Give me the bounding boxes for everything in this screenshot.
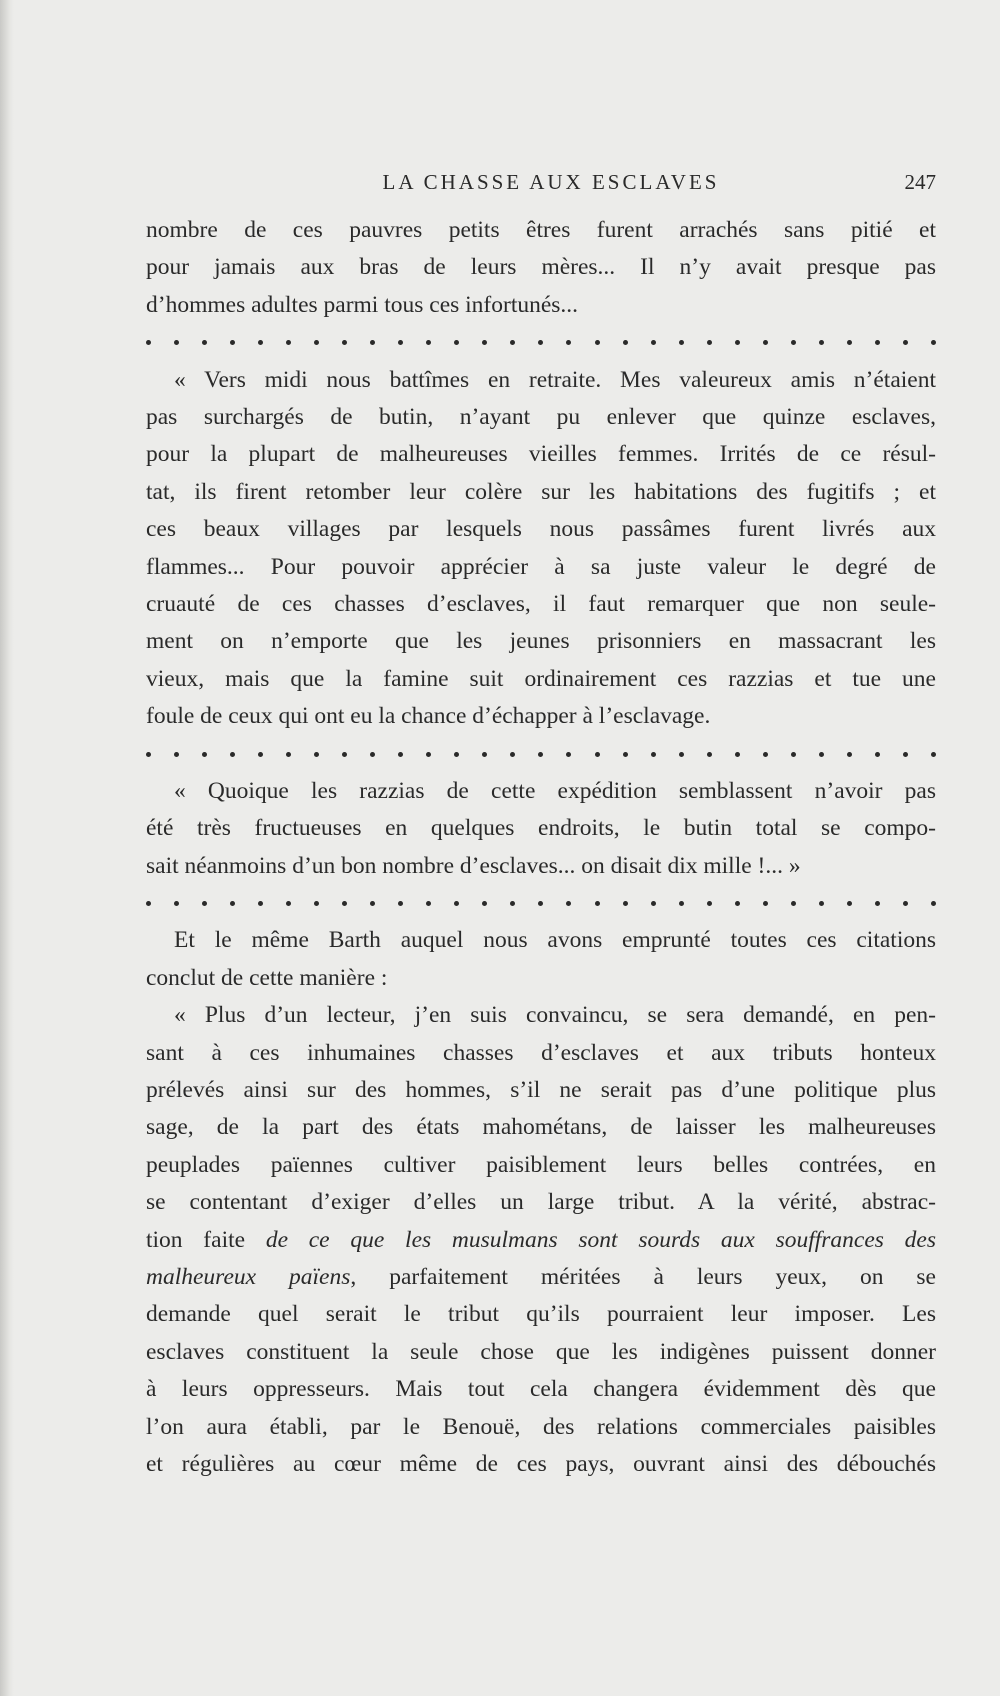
text-line: et régulières au cœur même de ces pays, ouvrant ainsi des débouchés	[146, 1450, 936, 1477]
text-line: « Plus d’un lecteur, j’en suis convaincu, se sera demandé, en pen-	[174, 1002, 936, 1029]
ellipsis-separator	[146, 324, 936, 361]
page-number: 247	[904, 170, 936, 194]
text-line: été très fructueuses en quelques endroits, le butin total se compo-	[146, 815, 936, 842]
text-line: esclaves constituent la seule chose que les indigènes puissent donner	[146, 1338, 936, 1365]
text-line: tat, ils firent retomber leur colère sur les habitations des fugitifs ; et	[146, 478, 936, 505]
text-line: prélevés ainsi sur des hommes, s’il ne serait pas d’une politique plus	[146, 1076, 936, 1103]
text-line: pour jamais aux bras de leurs mères... Il n’y avait presque pas	[146, 254, 936, 281]
text-line: sant à ces inhumaines chasses d’esclaves et aux tributs honteux	[146, 1039, 936, 1066]
text-line: demande quel serait le tribut qu’ils pourraient leur imposer. Les	[146, 1301, 936, 1328]
running-title: LA CHASSE AUX ESCLAVES	[382, 170, 720, 194]
text-fragment: tion faite	[146, 1226, 266, 1253]
page-header	[146, 170, 936, 200]
text-line: sait néanmoins d’un bon nombre d’esclaves... on disait dix mille !... »	[146, 852, 801, 879]
text-line: peuplades païennes cultiver paisiblement leurs belles contrées, en	[146, 1151, 936, 1178]
text-line: cruauté de ces chasses d’esclaves, il faut remarquer que non seule-	[146, 590, 936, 617]
text-line: Et le même Barth auquel nous avons emprunté toutes ces citations	[174, 927, 936, 954]
ellipsis-separator	[146, 885, 936, 922]
text-line: à leurs oppresseurs. Mais tout cela changera évidemment dès que	[146, 1376, 936, 1403]
text-line: l’on aura établi, par le Benouë, des relations commerciales paisibles	[146, 1413, 936, 1440]
text-line: « Vers midi nous battîmes en retraite. Mes valeureux amis n’étaient	[174, 366, 936, 393]
text-line: se contentant d’exiger d’elles un large tribut. A la vérité, abstrac-	[146, 1189, 936, 1216]
text-line: conclut de cette manière :	[146, 964, 388, 991]
text-line: pour la plupart de malheureuses vieilles femmes. Irrités de ce résul-	[146, 441, 936, 468]
text-line: ment on n’emporte que les jeunes prisonniers en massacrant les	[146, 628, 936, 655]
text-line: flammes... Pour pouvoir apprécier à sa juste valeur le degré de	[146, 553, 936, 580]
text-line	[146, 1259, 936, 1296]
text-line: « Quoique les razzias de cette expédition semblassent n’avoir pas	[174, 777, 936, 804]
italic-text: malheureux païens	[146, 1263, 351, 1290]
text-line: ces beaux villages par lesquels nous passâmes furent livrés aux	[146, 516, 936, 543]
text-line: pas surchargés de butin, n’ayant pu enlever que quinze esclaves,	[146, 403, 936, 430]
text-line	[146, 1222, 936, 1259]
ellipsis-separator	[146, 735, 936, 772]
body-text	[146, 212, 936, 1483]
italic-text: de ce que les musulmans sont sourds aux souffrances des	[265, 1226, 936, 1253]
text-line: sage, de la part des états mahométans, de laisser les malheureuses	[146, 1114, 936, 1141]
text-line: d’hommes adultes parmi tous ces infortunés...	[146, 291, 579, 318]
text-fragment: , parfaitement méritées à leurs yeux, on se	[350, 1263, 936, 1290]
text-line: foule de ceux qui ont eu la chance d’échapper à l’esclavage.	[146, 703, 711, 730]
text-line: nombre de ces pauvres petits êtres furent arrachés sans pitié et	[146, 217, 936, 243]
text-line: vieux, mais que la famine suit ordinairement ces razzias et tue une	[146, 665, 936, 692]
